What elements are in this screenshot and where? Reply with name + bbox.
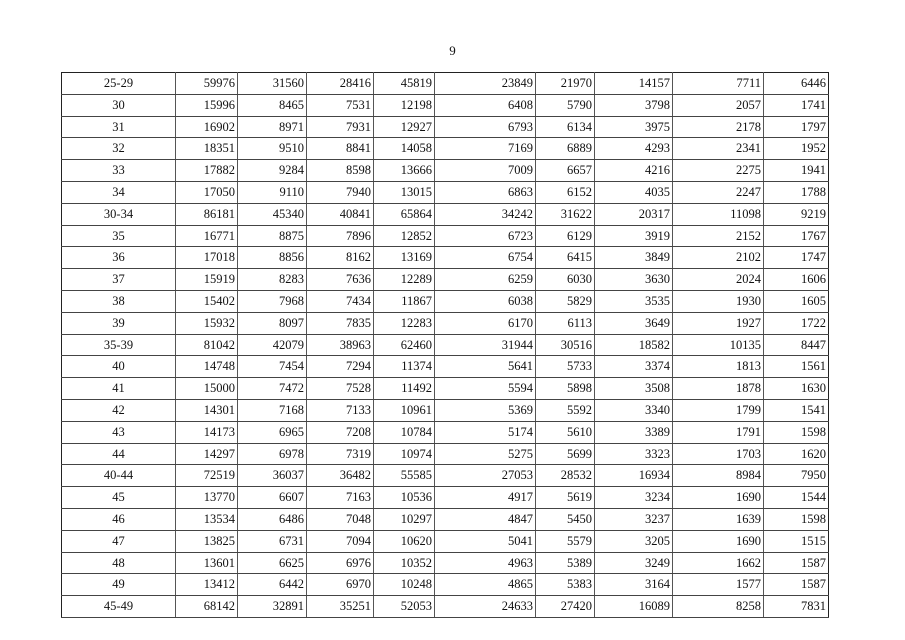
value-cell: 11492: [374, 378, 435, 400]
value-cell: 86181: [176, 203, 238, 225]
age-group-cell: 49: [62, 574, 176, 596]
value-cell: 2152: [673, 225, 764, 247]
value-cell: 8598: [307, 160, 374, 182]
table-row: [62, 160, 829, 182]
value-cell: 18351: [176, 138, 238, 160]
value-cell: 2057: [673, 94, 764, 116]
value-cell: 1722: [764, 312, 829, 334]
value-cell: 3508: [595, 378, 673, 400]
value-cell: 8856: [238, 247, 307, 269]
age-group-cell: 45-49: [62, 596, 176, 618]
value-cell: 1561: [764, 356, 829, 378]
value-cell: 20317: [595, 203, 673, 225]
value-cell: 9284: [238, 160, 307, 182]
age-group-cell: 40-44: [62, 465, 176, 487]
value-cell: 3323: [595, 443, 673, 465]
value-cell: 6970: [307, 574, 374, 596]
value-cell: 10297: [374, 508, 435, 530]
value-cell: 4216: [595, 160, 673, 182]
value-cell: 18582: [595, 334, 673, 356]
age-group-cell: 44: [62, 443, 176, 465]
value-cell: 1690: [673, 487, 764, 509]
age-group-cell: 34: [62, 181, 176, 203]
value-cell: 2341: [673, 138, 764, 160]
value-cell: 16771: [176, 225, 238, 247]
value-cell: 15996: [176, 94, 238, 116]
value-cell: 1620: [764, 443, 829, 465]
value-cell: 6038: [435, 290, 536, 312]
age-group-cell: 39: [62, 312, 176, 334]
value-cell: 1799: [673, 399, 764, 421]
value-cell: 14157: [595, 73, 673, 95]
value-cell: 7169: [435, 138, 536, 160]
table-row: [62, 356, 829, 378]
value-cell: 16934: [595, 465, 673, 487]
value-cell: 15919: [176, 269, 238, 291]
value-cell: 4293: [595, 138, 673, 160]
value-cell: 10248: [374, 574, 435, 596]
value-cell: 34242: [435, 203, 536, 225]
value-cell: 1541: [764, 399, 829, 421]
value-cell: 6978: [238, 443, 307, 465]
value-cell: 1587: [764, 574, 829, 596]
value-cell: 6625: [238, 552, 307, 574]
value-cell: 21970: [536, 73, 595, 95]
table-row: [62, 247, 829, 269]
value-cell: 27053: [435, 465, 536, 487]
value-cell: 3340: [595, 399, 673, 421]
age-group-cell: 32: [62, 138, 176, 160]
value-cell: 15932: [176, 312, 238, 334]
value-cell: 7133: [307, 399, 374, 421]
value-cell: 8984: [673, 465, 764, 487]
value-cell: 7163: [307, 487, 374, 509]
value-cell: 6976: [307, 552, 374, 574]
table-row: [62, 94, 829, 116]
value-cell: 14748: [176, 356, 238, 378]
value-cell: 1930: [673, 290, 764, 312]
value-cell: 3919: [595, 225, 673, 247]
age-group-cell: 48: [62, 552, 176, 574]
value-cell: 11867: [374, 290, 435, 312]
value-cell: 12289: [374, 269, 435, 291]
value-cell: 7931: [307, 116, 374, 138]
value-cell: 16089: [595, 596, 673, 618]
table-row: [62, 443, 829, 465]
value-cell: 1927: [673, 312, 764, 334]
value-cell: 7048: [307, 508, 374, 530]
value-cell: 7831: [764, 596, 829, 618]
value-cell: 1797: [764, 116, 829, 138]
value-cell: 1598: [764, 508, 829, 530]
value-cell: 12198: [374, 94, 435, 116]
value-cell: 14301: [176, 399, 238, 421]
value-cell: 4963: [435, 552, 536, 574]
value-cell: 13666: [374, 160, 435, 182]
value-cell: 17018: [176, 247, 238, 269]
value-cell: 2178: [673, 116, 764, 138]
value-cell: 6723: [435, 225, 536, 247]
value-cell: 2275: [673, 160, 764, 182]
value-cell: 17882: [176, 160, 238, 182]
value-cell: 6415: [536, 247, 595, 269]
value-cell: 24633: [435, 596, 536, 618]
value-cell: 10536: [374, 487, 435, 509]
value-cell: 6446: [764, 73, 829, 95]
table-row: [62, 225, 829, 247]
value-cell: 5594: [435, 378, 536, 400]
value-cell: 5592: [536, 399, 595, 421]
value-cell: 6030: [536, 269, 595, 291]
value-cell: 1515: [764, 530, 829, 552]
page-number: 9: [449, 43, 456, 58]
value-cell: 30516: [536, 334, 595, 356]
value-cell: 3389: [595, 421, 673, 443]
value-cell: 1813: [673, 356, 764, 378]
value-cell: 10784: [374, 421, 435, 443]
value-cell: 6754: [435, 247, 536, 269]
value-cell: 7531: [307, 94, 374, 116]
table-row: [62, 552, 829, 574]
value-cell: 2102: [673, 247, 764, 269]
value-cell: 42079: [238, 334, 307, 356]
value-cell: 1639: [673, 508, 764, 530]
value-cell: 1941: [764, 160, 829, 182]
value-cell: 5619: [536, 487, 595, 509]
value-cell: 28416: [307, 73, 374, 95]
value-cell: 13770: [176, 487, 238, 509]
table-row: [62, 312, 829, 334]
value-cell: 8465: [238, 94, 307, 116]
value-cell: 12927: [374, 116, 435, 138]
value-cell: 31944: [435, 334, 536, 356]
value-cell: 10135: [673, 334, 764, 356]
value-cell: 5389: [536, 552, 595, 574]
value-cell: 81042: [176, 334, 238, 356]
age-group-cell: 45: [62, 487, 176, 509]
age-group-cell: 31: [62, 116, 176, 138]
value-cell: 40841: [307, 203, 374, 225]
table-row: [62, 399, 829, 421]
value-cell: 3237: [595, 508, 673, 530]
value-cell: 68142: [176, 596, 238, 618]
age-group-cell: 38: [62, 290, 176, 312]
value-cell: 3164: [595, 574, 673, 596]
age-group-cell: 25-29: [62, 73, 176, 95]
value-cell: 3535: [595, 290, 673, 312]
value-cell: 11098: [673, 203, 764, 225]
value-cell: 4865: [435, 574, 536, 596]
value-cell: 6152: [536, 181, 595, 203]
value-cell: 65864: [374, 203, 435, 225]
value-cell: 13015: [374, 181, 435, 203]
value-cell: 6657: [536, 160, 595, 182]
value-cell: 1598: [764, 421, 829, 443]
value-cell: 7319: [307, 443, 374, 465]
value-cell: 5369: [435, 399, 536, 421]
age-group-cell: 35: [62, 225, 176, 247]
value-cell: 7835: [307, 312, 374, 334]
value-cell: 7896: [307, 225, 374, 247]
value-cell: 8875: [238, 225, 307, 247]
value-cell: 5041: [435, 530, 536, 552]
table-row: [62, 574, 829, 596]
value-cell: 15000: [176, 378, 238, 400]
value-cell: 8258: [673, 596, 764, 618]
value-cell: 6486: [238, 508, 307, 530]
value-cell: 6889: [536, 138, 595, 160]
value-cell: 1788: [764, 181, 829, 203]
value-cell: 1952: [764, 138, 829, 160]
value-cell: 5699: [536, 443, 595, 465]
value-cell: 31560: [238, 73, 307, 95]
value-cell: 1747: [764, 247, 829, 269]
value-cell: 6793: [435, 116, 536, 138]
table-row: [62, 116, 829, 138]
value-cell: 3975: [595, 116, 673, 138]
value-cell: 4917: [435, 487, 536, 509]
table-row: [62, 487, 829, 509]
table-row: [62, 378, 829, 400]
value-cell: 7950: [764, 465, 829, 487]
value-cell: 7472: [238, 378, 307, 400]
age-group-cell: 30-34: [62, 203, 176, 225]
age-group-cell: 41: [62, 378, 176, 400]
value-cell: 5641: [435, 356, 536, 378]
age-group-cell: 46: [62, 508, 176, 530]
age-group-cell: 35-39: [62, 334, 176, 356]
value-cell: 9510: [238, 138, 307, 160]
value-cell: 7454: [238, 356, 307, 378]
value-cell: 7968: [238, 290, 307, 312]
value-cell: 4847: [435, 508, 536, 530]
table-row: [62, 334, 829, 356]
value-cell: 8841: [307, 138, 374, 160]
value-cell: 1630: [764, 378, 829, 400]
value-cell: 3849: [595, 247, 673, 269]
table-row: [62, 269, 829, 291]
value-cell: 7434: [307, 290, 374, 312]
value-cell: 1662: [673, 552, 764, 574]
value-cell: 55585: [374, 465, 435, 487]
age-group-cell: 43: [62, 421, 176, 443]
value-cell: 5898: [536, 378, 595, 400]
value-cell: 1767: [764, 225, 829, 247]
value-cell: 10352: [374, 552, 435, 574]
value-cell: 6731: [238, 530, 307, 552]
value-cell: 1690: [673, 530, 764, 552]
value-cell: 6259: [435, 269, 536, 291]
value-cell: 7294: [307, 356, 374, 378]
value-cell: 3798: [595, 94, 673, 116]
value-cell: 59976: [176, 73, 238, 95]
value-cell: 12283: [374, 312, 435, 334]
table-row: [62, 73, 829, 95]
table-row: [62, 203, 829, 225]
value-cell: 6170: [435, 312, 536, 334]
table-row: [62, 290, 829, 312]
value-cell: 7168: [238, 399, 307, 421]
value-cell: 6408: [435, 94, 536, 116]
value-cell: 7940: [307, 181, 374, 203]
value-cell: 5450: [536, 508, 595, 530]
value-cell: 6442: [238, 574, 307, 596]
value-cell: 8447: [764, 334, 829, 356]
value-cell: 6134: [536, 116, 595, 138]
value-cell: 6129: [536, 225, 595, 247]
value-cell: 52053: [374, 596, 435, 618]
table-row: [62, 465, 829, 487]
value-cell: 31622: [536, 203, 595, 225]
value-cell: 72519: [176, 465, 238, 487]
table-row: [62, 421, 829, 443]
value-cell: 23849: [435, 73, 536, 95]
value-cell: 27420: [536, 596, 595, 618]
value-cell: 7711: [673, 73, 764, 95]
value-cell: 7094: [307, 530, 374, 552]
value-cell: 13825: [176, 530, 238, 552]
value-cell: 7208: [307, 421, 374, 443]
value-cell: 7636: [307, 269, 374, 291]
value-cell: 28532: [536, 465, 595, 487]
value-cell: 9110: [238, 181, 307, 203]
value-cell: 13534: [176, 508, 238, 530]
value-cell: 8283: [238, 269, 307, 291]
value-cell: 1741: [764, 94, 829, 116]
age-group-cell: 37: [62, 269, 176, 291]
value-cell: 3374: [595, 356, 673, 378]
value-cell: 2024: [673, 269, 764, 291]
population-table: [61, 72, 829, 618]
value-cell: 36037: [238, 465, 307, 487]
value-cell: 5829: [536, 290, 595, 312]
value-cell: 1703: [673, 443, 764, 465]
value-cell: 62460: [374, 334, 435, 356]
table-row: [62, 181, 829, 203]
age-group-cell: 33: [62, 160, 176, 182]
value-cell: 13169: [374, 247, 435, 269]
table-row: [62, 138, 829, 160]
value-cell: 1878: [673, 378, 764, 400]
table-row: [62, 530, 829, 552]
value-cell: 4035: [595, 181, 673, 203]
value-cell: 36482: [307, 465, 374, 487]
value-cell: 3630: [595, 269, 673, 291]
value-cell: 1605: [764, 290, 829, 312]
age-group-cell: 42: [62, 399, 176, 421]
value-cell: 1606: [764, 269, 829, 291]
value-cell: 10974: [374, 443, 435, 465]
value-cell: 2247: [673, 181, 764, 203]
value-cell: 3234: [595, 487, 673, 509]
value-cell: 7528: [307, 378, 374, 400]
value-cell: 7009: [435, 160, 536, 182]
value-cell: 5383: [536, 574, 595, 596]
value-cell: 5790: [536, 94, 595, 116]
value-cell: 38963: [307, 334, 374, 356]
value-cell: 8162: [307, 247, 374, 269]
value-cell: 8097: [238, 312, 307, 334]
value-cell: 14297: [176, 443, 238, 465]
value-cell: 14058: [374, 138, 435, 160]
value-cell: 6965: [238, 421, 307, 443]
value-cell: 1544: [764, 487, 829, 509]
value-cell: 1577: [673, 574, 764, 596]
value-cell: 3205: [595, 530, 673, 552]
value-cell: 17050: [176, 181, 238, 203]
value-cell: 5733: [536, 356, 595, 378]
age-group-cell: 36: [62, 247, 176, 269]
value-cell: 8971: [238, 116, 307, 138]
value-cell: 15402: [176, 290, 238, 312]
value-cell: 16902: [176, 116, 238, 138]
value-cell: 32891: [238, 596, 307, 618]
value-cell: 14173: [176, 421, 238, 443]
value-cell: 6113: [536, 312, 595, 334]
table-row: [62, 508, 829, 530]
age-group-cell: 47: [62, 530, 176, 552]
value-cell: 13412: [176, 574, 238, 596]
age-group-cell: 40: [62, 356, 176, 378]
value-cell: 5610: [536, 421, 595, 443]
value-cell: 5579: [536, 530, 595, 552]
value-cell: 6863: [435, 181, 536, 203]
age-group-cell: 30: [62, 94, 176, 116]
table-row: [62, 596, 829, 618]
value-cell: 5174: [435, 421, 536, 443]
table-body: [62, 73, 829, 618]
value-cell: 6607: [238, 487, 307, 509]
value-cell: 1587: [764, 552, 829, 574]
value-cell: 35251: [307, 596, 374, 618]
value-cell: 3649: [595, 312, 673, 334]
value-cell: 11374: [374, 356, 435, 378]
value-cell: 9219: [764, 203, 829, 225]
value-cell: 3249: [595, 552, 673, 574]
value-cell: 5275: [435, 443, 536, 465]
value-cell: 10620: [374, 530, 435, 552]
value-cell: 45340: [238, 203, 307, 225]
value-cell: 1791: [673, 421, 764, 443]
value-cell: 12852: [374, 225, 435, 247]
value-cell: 13601: [176, 552, 238, 574]
value-cell: 45819: [374, 73, 435, 95]
value-cell: 10961: [374, 399, 435, 421]
